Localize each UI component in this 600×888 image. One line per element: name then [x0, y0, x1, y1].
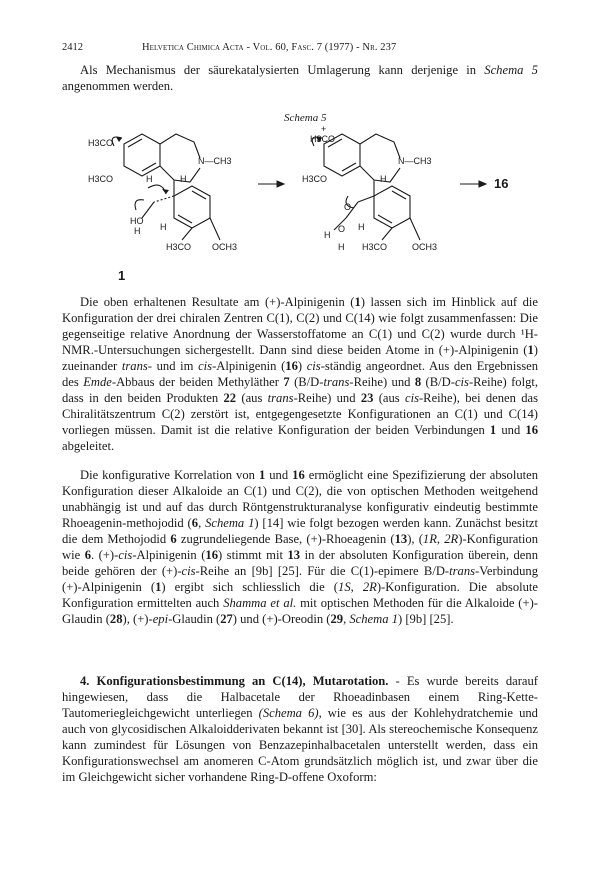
left-ho: HO — [130, 216, 144, 226]
text-run: -Reihe an [9b] [25]. Für die C(1)-epimere B/D- — [195, 564, 450, 578]
text-run: 13 — [287, 548, 301, 562]
text-run: cis — [118, 548, 133, 562]
text-run: 29 — [330, 612, 344, 626]
right-plus: + — [321, 124, 327, 134]
text-run: in der absoluten Konfiguration überein, denn beide gehören der (+)- — [62, 548, 538, 578]
scheme-5-figure — [62, 110, 538, 290]
text-run: trans — [267, 391, 294, 405]
right-h-d: H — [338, 242, 345, 252]
text-run: (aus — [373, 391, 405, 405]
text-run: . (+)- — [90, 548, 119, 562]
text-run: 1 — [489, 423, 497, 437]
running-head: Helvetica Chimica Acta - Vol. 60, Fasc. 7 (1977) - Nr. 237 — [142, 42, 397, 53]
text-run: , — [350, 580, 363, 594]
page-number: 2412 — [62, 42, 83, 53]
text-run: Die oben erhaltenen Resultate am (+)-Alpinigenin ( — [80, 295, 355, 309]
right-h3co-top: H3CO — [310, 134, 336, 144]
text-run: cis — [198, 359, 213, 373]
text-run: 1 — [155, 580, 162, 594]
text-run: ) [14] wie folgt bezogen werden kann. Zunächst besitzt die dem Methojodid — [62, 516, 538, 546]
text-run: 27 — [220, 612, 233, 626]
text-run: 16 — [285, 359, 298, 373]
text-run: 1 — [258, 468, 266, 482]
left-ring-h: H — [146, 174, 153, 184]
text-run: 6 — [170, 532, 177, 546]
text-run: und — [265, 468, 293, 482]
text-run: 4. Konfigurationsbestimmung an C(14), Mutarotation. — [80, 674, 389, 688]
right-och3-bot: OCH3 — [412, 242, 438, 252]
text-run: cis — [454, 375, 469, 389]
text-run: 22 — [223, 391, 237, 405]
right-h3co-bot: H3CO — [362, 242, 388, 252]
text-run: 16 — [205, 548, 218, 562]
left-h-b: H — [160, 222, 167, 232]
text-run: trans — [121, 359, 148, 373]
text-run: ermöglicht eine Spezifizierung der absoluten Konfiguration dieser Alkaloide an C(1) und C(2), die von optischen Methoden weitgehend unabhängig ist und auf das durch Röntgenstrukturanalyse konfigurativ eindeutig bestimmte Rhoeagenin-methojodid ( — [62, 468, 539, 530]
text-run: ) stimmt mit — [217, 548, 288, 562]
text-run: cis — [306, 359, 321, 373]
left-h-a: H — [134, 226, 141, 236]
text-run: 13 — [394, 532, 408, 546]
text-run: ) zueinander — [62, 343, 538, 373]
text-run: (B/D- — [421, 375, 455, 389]
text-run: 7 — [283, 375, 290, 389]
text-run: cis — [181, 564, 196, 578]
left-h3co-bot: H3CO — [166, 242, 192, 252]
text-run: und — [496, 423, 526, 437]
text-run: 2R — [362, 580, 377, 594]
intro-text-b: angenommen werden. — [62, 79, 174, 93]
text-run: 28 — [109, 612, 123, 626]
text-run: 23 — [360, 391, 374, 405]
text-run: 1S — [338, 580, 351, 594]
text-run: zugrundeliegende Base, (+)-Rhoeagenin ( — [176, 532, 395, 546]
text-run: , wie es aus der Kohlehydratchemie und auch von glycosidischen Alkaloidderivaten bekannt ist [30]. Als stereochemische Konsequenz kann zumindest für Lösungen von Benzazepinhalbacetalen unterstellt werden, dass ein Konfigurationswechsel am anomeren C-Atom grundsätzlich möglich ist, und zwar über die im Gleichgewicht sicher vorhandene Ring-D-offene Oxoform: — [62, 706, 538, 784]
text-run: Schema 1 — [205, 516, 255, 530]
text-run: (aus — [236, 391, 268, 405]
text-run: abgeleitet. — [62, 439, 115, 453]
text-run: ) — [297, 359, 307, 373]
reaction-arrows — [258, 181, 486, 187]
left-h3co-top: H3CO — [88, 138, 114, 148]
text-run: -Verbindung (+)-Alpinigenin ( — [62, 564, 538, 594]
product-number-16: 16 — [494, 176, 509, 191]
right-h-c: H — [324, 230, 331, 240]
text-run: 1 — [354, 295, 361, 309]
text-run: -Reihe) und — [293, 391, 361, 405]
text-run: ) ergibt sich schliesslich die ( — [161, 580, 339, 594]
left-n-ch3: N—CH3 — [198, 156, 232, 166]
intro-schema-ref: Schema 5 — [484, 63, 538, 77]
text-run: cis — [404, 391, 419, 405]
intro-text-a: Als Mechanismus der säurekatalysierten Umlagerung kann derjenige in — [80, 63, 485, 77]
text-run: 6 — [191, 516, 199, 530]
right-o: O — [344, 202, 352, 212]
text-run: ) und (+)-Oreodin ( — [232, 612, 331, 626]
text-run: - und im — [147, 359, 199, 373]
right-structure — [312, 134, 420, 240]
text-run: (B/D- — [289, 375, 324, 389]
left-h-right: H — [180, 174, 187, 184]
text-run: Emde — [83, 375, 112, 389]
text-run: -Alpinigenin ( — [212, 359, 286, 373]
left-och3-bot: OCH3 — [212, 242, 238, 252]
page-header — [62, 42, 538, 56]
text-run: , — [436, 532, 445, 546]
text-run: trans — [449, 564, 476, 578]
text-run: -Reihe) folgt, dass in den beiden Produkten — [62, 375, 539, 405]
right-h-right: H — [380, 174, 387, 184]
text-run: 6 — [84, 548, 91, 562]
text-run: -Glaudin ( — [168, 612, 221, 626]
text-run: ), (+)- — [122, 612, 153, 626]
text-run: -Reihe), bei denen das Chiralitätszentrum C(2) zerstört ist, entgegengesetzte Konfigurationen an C(1) und C(14) vorliegen müssen. Damit ist die relative Konfiguration der beiden Verbindungen — [62, 391, 539, 437]
text-run: - Es wurde bereits darauf hingewiesen, dass die Halbacetale der Rhoeadinbasen einem Ring-Kette-Tautomeriegleichgewicht unterliegen — [62, 674, 538, 720]
scheme-drawing — [62, 110, 538, 290]
text-run: 1R — [422, 532, 437, 546]
text-run: 2R — [444, 532, 459, 546]
paragraph-1 — [62, 294, 538, 454]
text-run: -Abbaus der beiden Methyläther — [111, 375, 284, 389]
text-run: , — [198, 516, 206, 530]
text-run: Die konfigurative Korrelation von — [80, 468, 259, 482]
compound-number-1: 1 — [118, 268, 126, 283]
paragraph-3 — [62, 673, 538, 785]
text-run: 8 — [414, 375, 422, 389]
left-h3co-mid: H3CO — [88, 174, 114, 184]
text-run: ) [9b] [25]. — [398, 612, 454, 626]
text-run: -ständig angeordnet. Aus den Ergebnissen des — [62, 359, 539, 389]
paragraph-2 — [62, 467, 538, 627]
text-run: )-Konfiguration wie — [62, 532, 538, 562]
right-h3co-mid: H3CO — [302, 174, 328, 184]
text-run: -Alpinigenin ( — [132, 548, 206, 562]
text-run: trans — [323, 375, 350, 389]
intro-paragraph — [62, 62, 538, 94]
scheme-title: Schema 5 — [284, 112, 327, 124]
text-run: Shamma et al. — [223, 596, 297, 610]
text-run: (Schema 6) — [258, 706, 319, 720]
text-run: epi — [152, 612, 169, 626]
text-run: -Reihe) und — [349, 375, 415, 389]
text-run: , — [343, 612, 350, 626]
text-run: )-Konfiguration. Die absolute Konfiguration ermittelten auch — [62, 580, 538, 610]
text-run: Schema 1 — [349, 612, 398, 626]
right-n-ch3: N—CH3 — [398, 156, 432, 166]
text-run: ), ( — [407, 532, 423, 546]
text-run: ) lassen sich im Hinblick auf die Konfiguration der drei chiralen Zentren C(1), C(2) und C(14) wie folgt zusammenfassen: Die gegenseitige relative Anordnung der Wasserstoffatome an C(1) und C(2) wurde durch ¹H-NMR.-Untersuchungen sichergestellt. Dann sind diese beiden Atome in (+)-Alpinigenin ( — [62, 295, 538, 357]
text-run: 16 — [525, 423, 538, 437]
right-h-o: H — [358, 222, 365, 232]
right-o-link: O — [338, 224, 346, 234]
text-run: 16 — [292, 468, 305, 482]
text-run: mit optischen Methoden für die Alkaloide (+)-Glaudin ( — [62, 596, 538, 626]
text-run: 1 — [527, 343, 534, 357]
